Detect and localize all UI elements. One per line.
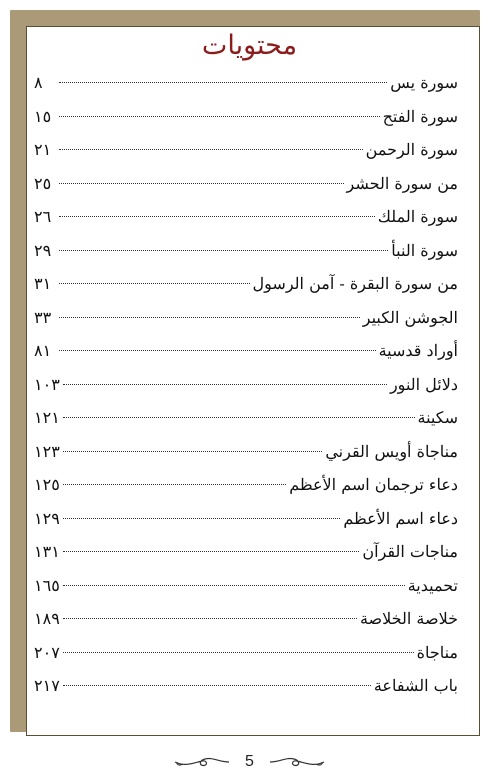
dot-leader — [59, 283, 250, 284]
toc-entry-title: من سورة الحشر — [346, 173, 458, 193]
toc-entry-title: دلائل النور — [389, 374, 458, 394]
toc-entry-title: دعاء ترجمان اسم الأعظم — [289, 475, 458, 494]
dot-leader — [59, 216, 375, 217]
toc-entry-title: أوراد قدسية — [378, 341, 458, 360]
toc-entry-title: سورة يس — [390, 73, 458, 92]
toc-entry-page: ٢٥ — [34, 173, 52, 193]
dot-leader — [63, 618, 357, 619]
toc-entry — [34, 234, 458, 268]
right-swirl-ornament-icon — [268, 755, 326, 769]
toc-entry-page: ٨ — [34, 73, 43, 92]
toc-entry-page: ١٢٥ — [34, 475, 60, 494]
dot-leader — [63, 451, 323, 452]
toc-entry-title: سورة الفتح — [382, 106, 458, 126]
toc-entry — [34, 334, 458, 368]
toc-entry — [34, 435, 458, 469]
dot-leader — [63, 551, 360, 552]
toc-entry-page: ٢١ — [34, 140, 52, 159]
toc-entry-title: دعاء اسم الأعظم — [343, 508, 458, 528]
toc-entry — [34, 468, 458, 502]
toc-entry — [34, 569, 458, 603]
toc-entry-title: من سورة البقرة - آمن الرسول — [252, 274, 458, 293]
dot-leader — [59, 183, 344, 184]
dot-leader — [63, 685, 371, 686]
toc-entry-page: ١٥ — [34, 106, 52, 126]
toc-entry-page: ٣١ — [34, 274, 52, 293]
page-title: محتويات — [201, 30, 298, 61]
toc-entry-title: تحميدية — [407, 575, 458, 595]
toc-entry-page: ١٢٩ — [34, 508, 60, 528]
toc-entry — [34, 301, 458, 335]
toc-entry — [34, 636, 458, 670]
toc-entry-page: ٢١٧ — [34, 676, 60, 695]
toc-entry — [34, 669, 458, 703]
toc-entry-title: سورة النبأ — [391, 240, 458, 260]
table-of-contents — [34, 66, 458, 703]
dot-leader — [63, 652, 414, 653]
dot-leader — [59, 116, 380, 117]
dot-leader — [63, 484, 286, 485]
toc-entry-title: سورة الملك — [377, 207, 458, 226]
page-footer — [0, 748, 499, 776]
toc-entry-page: ١٢٣ — [34, 441, 60, 461]
toc-entry — [34, 66, 458, 100]
toc-entry — [34, 100, 458, 134]
toc-entry-title: خلاصة الخلاصة — [359, 609, 458, 628]
left-swirl-ornament-icon — [173, 755, 231, 769]
dot-leader — [59, 149, 363, 150]
toc-entry-page: ١٣١ — [34, 542, 60, 561]
toc-entry — [34, 200, 458, 234]
toc-entry-page: ٢٠٧ — [34, 642, 60, 662]
toc-entry — [34, 167, 458, 201]
dot-leader — [63, 384, 387, 385]
page-number: 5 — [245, 753, 254, 770]
toc-entry-page: ١٢١ — [34, 408, 60, 427]
toc-entry-page: ٣٣ — [34, 307, 52, 327]
dot-leader — [63, 585, 405, 586]
toc-entry-title: باب الشفاعة — [373, 676, 458, 695]
toc-entry-title: سكينة — [417, 408, 458, 427]
dot-leader — [59, 317, 360, 318]
toc-entry — [34, 267, 458, 301]
toc-entry — [34, 133, 458, 167]
toc-entry — [34, 535, 458, 569]
dot-leader — [59, 250, 388, 251]
toc-entry-title: مناجات القرآن — [362, 542, 458, 561]
toc-entry-page: ٨١ — [34, 341, 52, 360]
toc-entry-page: ١٦٥ — [34, 575, 60, 595]
toc-entry-title: مناجاة أويس القرني — [325, 441, 458, 461]
toc-entry-page: ١٨٩ — [34, 609, 60, 628]
toc-entry — [34, 368, 458, 402]
toc-entry-title: مناجاة — [416, 642, 458, 662]
toc-entry — [34, 401, 458, 435]
toc-entry — [34, 502, 458, 536]
toc-entry-page: ٢٦ — [34, 207, 52, 226]
dot-leader — [59, 350, 376, 351]
toc-entry-title: سورة الرحمن — [365, 140, 458, 159]
toc-entry — [34, 602, 458, 636]
toc-entry-page: ٢٩ — [34, 240, 52, 260]
dot-leader — [59, 82, 387, 83]
dot-leader — [63, 518, 341, 519]
dot-leader — [63, 417, 415, 418]
toc-entry-title: الجوشن الكبير — [362, 307, 458, 327]
toc-entry-page: ١٠٣ — [34, 374, 60, 394]
